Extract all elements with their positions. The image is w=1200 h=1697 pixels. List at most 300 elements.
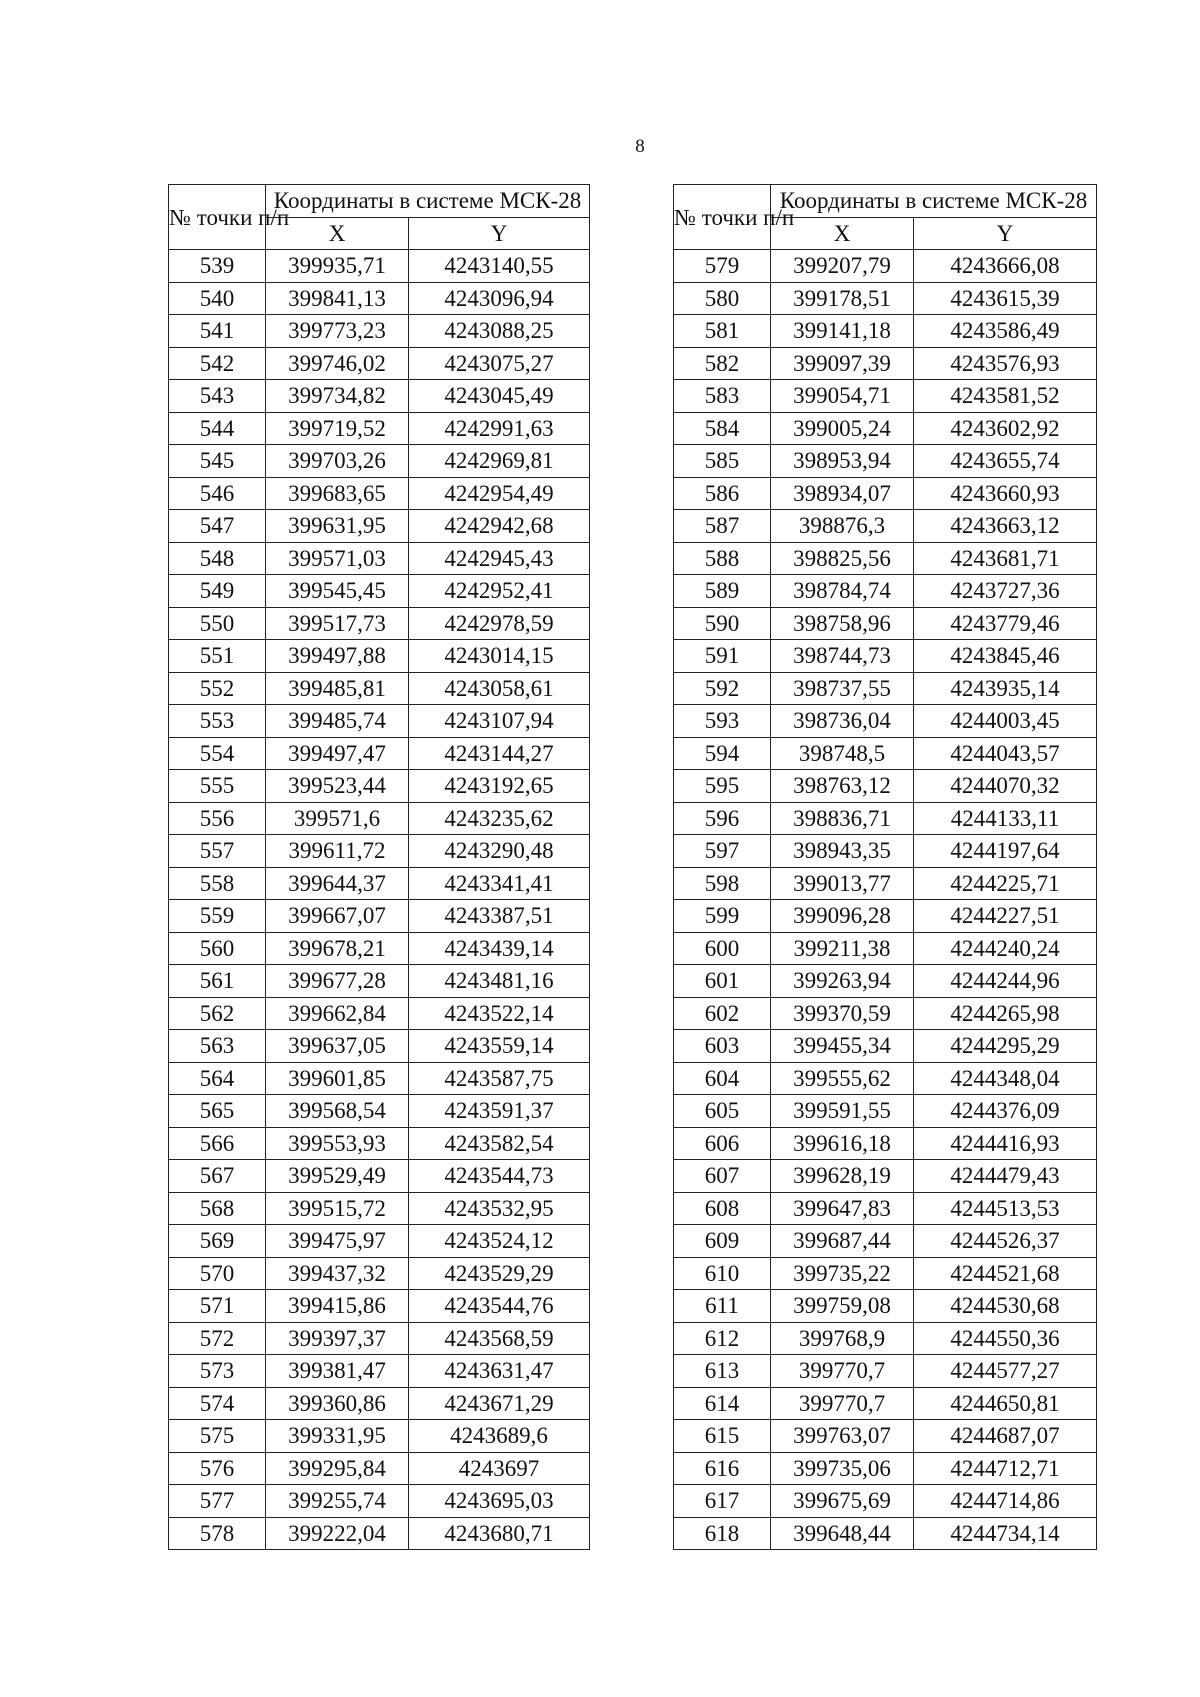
x-coordinate-cell: 399437,32 <box>266 1257 409 1290</box>
table-row <box>169 1290 590 1323</box>
y-coordinate-cell: 4243568,59 <box>409 1322 590 1355</box>
point-number-cell: 575 <box>169 1420 266 1453</box>
y-coordinate-cell: 4243096,94 <box>409 282 590 315</box>
table-row <box>674 250 1097 283</box>
x-header: X <box>266 217 409 250</box>
y-coordinate-cell: 4244521,68 <box>914 1257 1097 1290</box>
y-header: Y <box>409 217 590 250</box>
point-number-cell: 541 <box>169 315 266 348</box>
y-coordinate-cell: 4243576,93 <box>914 347 1097 380</box>
y-coordinate-cell: 4244530,68 <box>914 1290 1097 1323</box>
table-row <box>674 1290 1097 1323</box>
x-coordinate-cell: 399222,04 <box>266 1517 409 1550</box>
table-row <box>674 1225 1097 1258</box>
point-number-cell: 557 <box>169 835 266 868</box>
x-coordinate-cell: 399141,18 <box>771 315 914 348</box>
point-number-cell: 614 <box>674 1387 771 1420</box>
x-coordinate-cell: 398758,96 <box>771 607 914 640</box>
point-number-cell: 596 <box>674 802 771 835</box>
point-number-cell: 579 <box>674 250 771 283</box>
x-coordinate-cell: 399397,37 <box>266 1322 409 1355</box>
point-number-cell: 605 <box>674 1095 771 1128</box>
x-coordinate-cell: 399935,71 <box>266 250 409 283</box>
point-number-cell: 599 <box>674 900 771 933</box>
y-coordinate-cell: 4244295,29 <box>914 1030 1097 1063</box>
y-coordinate-cell: 4244550,36 <box>914 1322 1097 1355</box>
page-number: 8 <box>635 136 645 157</box>
x-coordinate-cell: 399773,23 <box>266 315 409 348</box>
y-coordinate-cell: 4244687,07 <box>914 1420 1097 1453</box>
point-number-cell: 561 <box>169 965 266 998</box>
y-coordinate-cell: 4243680,71 <box>409 1517 590 1550</box>
table-row <box>674 315 1097 348</box>
y-coordinate-cell: 4243559,14 <box>409 1030 590 1063</box>
table-row <box>169 412 590 445</box>
table-row <box>674 965 1097 998</box>
x-coordinate-cell: 399497,47 <box>266 737 409 770</box>
y-coordinate-cell: 4244416,93 <box>914 1127 1097 1160</box>
table-row <box>169 477 590 510</box>
point-number-cell: 591 <box>674 640 771 673</box>
x-header: X <box>771 217 914 250</box>
x-coordinate-cell: 399523,44 <box>266 770 409 803</box>
point-number-cell: 595 <box>674 770 771 803</box>
point-number-cell: 606 <box>674 1127 771 1160</box>
y-coordinate-cell: 4244225,71 <box>914 867 1097 900</box>
x-coordinate-cell: 399644,37 <box>266 867 409 900</box>
x-coordinate-cell: 398736,04 <box>771 705 914 738</box>
table-row <box>674 1095 1097 1128</box>
point-number-cell: 609 <box>674 1225 771 1258</box>
x-coordinate-cell: 399485,74 <box>266 705 409 738</box>
x-coordinate-cell: 399735,06 <box>771 1452 914 1485</box>
y-coordinate-cell: 4244513,53 <box>914 1192 1097 1225</box>
y-coordinate-cell: 4244348,04 <box>914 1062 1097 1095</box>
x-coordinate-cell: 399455,34 <box>771 1030 914 1063</box>
point-number-cell: 618 <box>674 1517 771 1550</box>
point-number-cell: 584 <box>674 412 771 445</box>
table-row <box>169 380 590 413</box>
x-coordinate-cell: 399211,38 <box>771 932 914 965</box>
x-coordinate-cell: 399415,86 <box>266 1290 409 1323</box>
point-number-cell: 612 <box>674 1322 771 1355</box>
y-coordinate-cell: 4243544,76 <box>409 1290 590 1323</box>
table-row <box>674 282 1097 315</box>
x-coordinate-cell: 399703,26 <box>266 445 409 478</box>
point-number-cell: 610 <box>674 1257 771 1290</box>
table-row <box>169 1095 590 1128</box>
point-number-cell: 578 <box>169 1517 266 1550</box>
x-coordinate-cell: 399591,55 <box>771 1095 914 1128</box>
point-number-cell: 574 <box>169 1387 266 1420</box>
table-row <box>674 672 1097 705</box>
table-row <box>674 640 1097 673</box>
y-coordinate-cell: 4244712,71 <box>914 1452 1097 1485</box>
x-coordinate-cell: 399381,47 <box>266 1355 409 1388</box>
table-row <box>169 1387 590 1420</box>
point-number-cell: 607 <box>674 1160 771 1193</box>
point-number-cell: 543 <box>169 380 266 413</box>
table-row <box>674 1322 1097 1355</box>
table-row <box>169 802 590 835</box>
point-number-cell: 567 <box>169 1160 266 1193</box>
point-number-cell: 568 <box>169 1192 266 1225</box>
y-coordinate-cell: 4243586,49 <box>914 315 1097 348</box>
x-coordinate-cell: 398836,71 <box>771 802 914 835</box>
y-coordinate-cell: 4244479,43 <box>914 1160 1097 1193</box>
point-number-cell: 588 <box>674 542 771 575</box>
x-coordinate-cell: 399611,72 <box>266 835 409 868</box>
y-coordinate-cell: 4244133,11 <box>914 802 1097 835</box>
x-coordinate-cell: 399768,9 <box>771 1322 914 1355</box>
table-row <box>674 1160 1097 1193</box>
x-coordinate-cell: 399662,84 <box>266 997 409 1030</box>
table-row <box>169 1257 590 1290</box>
x-coordinate-cell: 399759,08 <box>771 1290 914 1323</box>
table-row <box>674 1192 1097 1225</box>
point-number-cell: 549 <box>169 575 266 608</box>
y-coordinate-cell: 4243591,37 <box>409 1095 590 1128</box>
point-number-cell: 558 <box>169 867 266 900</box>
y-coordinate-cell: 4242954,49 <box>409 477 590 510</box>
y-coordinate-cell: 4244043,57 <box>914 737 1097 770</box>
y-coordinate-cell: 4243779,46 <box>914 607 1097 640</box>
y-coordinate-cell: 4243058,61 <box>409 672 590 705</box>
table-row <box>674 1517 1097 1550</box>
table-row <box>674 380 1097 413</box>
table-row <box>169 1192 590 1225</box>
table-row <box>674 997 1097 1030</box>
x-coordinate-cell: 399529,49 <box>266 1160 409 1193</box>
point-number-cell: 594 <box>674 737 771 770</box>
point-number-cell: 564 <box>169 1062 266 1095</box>
table-row <box>169 965 590 998</box>
y-coordinate-cell: 4243235,62 <box>409 802 590 835</box>
y-coordinate-cell: 4243014,15 <box>409 640 590 673</box>
table-row <box>674 1452 1097 1485</box>
x-coordinate-cell: 399497,88 <box>266 640 409 673</box>
y-coordinate-cell: 4243663,12 <box>914 510 1097 543</box>
point-number-cell: 547 <box>169 510 266 543</box>
x-coordinate-cell: 399517,73 <box>266 607 409 640</box>
point-number-cell: 550 <box>169 607 266 640</box>
table-row <box>169 900 590 933</box>
x-coordinate-cell: 399770,7 <box>771 1355 914 1388</box>
x-coordinate-cell: 399637,05 <box>266 1030 409 1063</box>
x-coordinate-cell: 399571,03 <box>266 542 409 575</box>
y-coordinate-cell: 4243107,94 <box>409 705 590 738</box>
x-coordinate-cell: 399545,45 <box>266 575 409 608</box>
y-coordinate-cell: 4243631,47 <box>409 1355 590 1388</box>
x-coordinate-cell: 399678,21 <box>266 932 409 965</box>
point-number-cell: 553 <box>169 705 266 738</box>
table-row <box>674 1420 1097 1453</box>
y-coordinate-cell: 4243524,12 <box>409 1225 590 1258</box>
point-number-cell: 597 <box>674 835 771 868</box>
x-coordinate-cell: 399628,19 <box>771 1160 914 1193</box>
point-number-cell: 592 <box>674 672 771 705</box>
x-coordinate-cell: 399255,74 <box>266 1485 409 1518</box>
x-coordinate-cell: 398784,74 <box>771 575 914 608</box>
table-row <box>674 867 1097 900</box>
table-row <box>169 1420 590 1453</box>
point-number-cell: 570 <box>169 1257 266 1290</box>
y-coordinate-cell: 4243697 <box>409 1452 590 1485</box>
table-row <box>169 1452 590 1485</box>
y-coordinate-cell: 4244227,51 <box>914 900 1097 933</box>
x-coordinate-cell: 398943,35 <box>771 835 914 868</box>
x-coordinate-cell: 399735,22 <box>771 1257 914 1290</box>
x-coordinate-cell: 399675,69 <box>771 1485 914 1518</box>
x-coordinate-cell: 398763,12 <box>771 770 914 803</box>
table-body <box>169 250 590 1550</box>
point-number-cell: 565 <box>169 1095 266 1128</box>
table-row <box>674 1030 1097 1063</box>
table-row <box>674 900 1097 933</box>
y-coordinate-cell: 4244070,32 <box>914 770 1097 803</box>
x-coordinate-cell: 399841,13 <box>266 282 409 315</box>
point-number-cell: 603 <box>674 1030 771 1063</box>
point-number-cell: 572 <box>169 1322 266 1355</box>
table-row <box>169 672 590 705</box>
y-coordinate-cell: 4243045,49 <box>409 380 590 413</box>
y-coordinate-cell: 4244577,27 <box>914 1355 1097 1388</box>
x-coordinate-cell: 399677,28 <box>266 965 409 998</box>
y-coordinate-cell: 4243666,08 <box>914 250 1097 283</box>
y-coordinate-cell: 4243140,55 <box>409 250 590 283</box>
point-number-cell: 593 <box>674 705 771 738</box>
table-row <box>674 932 1097 965</box>
table-row <box>169 997 590 1030</box>
y-coordinate-cell: 4243660,93 <box>914 477 1097 510</box>
point-number-cell: 577 <box>169 1485 266 1518</box>
x-coordinate-cell: 399370,59 <box>771 997 914 1030</box>
point-number-cell: 587 <box>674 510 771 543</box>
point-number-cell: 569 <box>169 1225 266 1258</box>
y-coordinate-cell: 4243587,75 <box>409 1062 590 1095</box>
point-number-cell: 566 <box>169 1127 266 1160</box>
point-number-cell: 616 <box>674 1452 771 1485</box>
y-coordinate-cell: 4242952,41 <box>409 575 590 608</box>
y-coordinate-cell: 4242978,59 <box>409 607 590 640</box>
point-number-cell: 539 <box>169 250 266 283</box>
point-number-cell: 555 <box>169 770 266 803</box>
x-coordinate-cell: 399683,65 <box>266 477 409 510</box>
table-row <box>169 1517 590 1550</box>
y-coordinate-cell: 4242945,43 <box>409 542 590 575</box>
point-number-cell: 602 <box>674 997 771 1030</box>
x-coordinate-cell: 398737,55 <box>771 672 914 705</box>
x-coordinate-cell: 399601,85 <box>266 1062 409 1095</box>
table-row <box>169 640 590 673</box>
table-row <box>674 737 1097 770</box>
x-coordinate-cell: 399096,28 <box>771 900 914 933</box>
table-row <box>169 867 590 900</box>
point-number-cell: 582 <box>674 347 771 380</box>
table-row <box>169 542 590 575</box>
y-coordinate-cell: 4244240,24 <box>914 932 1097 965</box>
point-number-cell: 604 <box>674 1062 771 1095</box>
y-coordinate-cell: 4244265,98 <box>914 997 1097 1030</box>
table-row <box>674 542 1097 575</box>
y-coordinate-cell: 4243615,39 <box>914 282 1097 315</box>
point-number-cell: 551 <box>169 640 266 673</box>
y-coordinate-cell: 4244526,37 <box>914 1225 1097 1258</box>
point-number-header: № точки п/п <box>169 185 266 250</box>
x-coordinate-cell: 398744,73 <box>771 640 914 673</box>
x-coordinate-cell: 399207,79 <box>771 250 914 283</box>
x-coordinate-cell: 399097,39 <box>771 347 914 380</box>
point-number-cell: 590 <box>674 607 771 640</box>
coordinates-table-right <box>673 184 1097 1550</box>
point-number-cell: 559 <box>169 900 266 933</box>
x-coordinate-cell: 399360,86 <box>266 1387 409 1420</box>
table-row <box>674 477 1097 510</box>
table-row <box>169 705 590 738</box>
point-number-cell: 600 <box>674 932 771 965</box>
point-number-cell: 617 <box>674 1485 771 1518</box>
x-coordinate-cell: 398934,07 <box>771 477 914 510</box>
x-coordinate-cell: 399555,62 <box>771 1062 914 1095</box>
y-coordinate-cell: 4243290,48 <box>409 835 590 868</box>
table-row <box>169 1225 590 1258</box>
y-coordinate-cell: 4243532,95 <box>409 1192 590 1225</box>
x-coordinate-cell: 399687,44 <box>771 1225 914 1258</box>
x-coordinate-cell: 398825,56 <box>771 542 914 575</box>
x-coordinate-cell: 399263,94 <box>771 965 914 998</box>
x-coordinate-cell: 399054,71 <box>771 380 914 413</box>
table-row <box>674 510 1097 543</box>
point-number-cell: 545 <box>169 445 266 478</box>
point-number-cell: 589 <box>674 575 771 608</box>
x-coordinate-cell: 399734,82 <box>266 380 409 413</box>
y-coordinate-cell: 4243481,16 <box>409 965 590 998</box>
table-row <box>169 770 590 803</box>
y-coordinate-cell: 4243522,14 <box>409 997 590 1030</box>
point-number-cell: 554 <box>169 737 266 770</box>
table-row <box>169 835 590 868</box>
y-coordinate-cell: 4242942,68 <box>409 510 590 543</box>
point-number-cell: 560 <box>169 932 266 965</box>
point-number-cell: 601 <box>674 965 771 998</box>
x-coordinate-cell: 399553,93 <box>266 1127 409 1160</box>
point-number-cell: 615 <box>674 1420 771 1453</box>
coordinates-header: Координаты в системе МСК-28 <box>771 185 1097 218</box>
y-coordinate-cell: 4244376,09 <box>914 1095 1097 1128</box>
point-number-cell: 546 <box>169 477 266 510</box>
x-coordinate-cell: 399475,97 <box>266 1225 409 1258</box>
y-coordinate-cell: 4243192,65 <box>409 770 590 803</box>
x-coordinate-cell: 399647,83 <box>771 1192 914 1225</box>
x-coordinate-cell: 399616,18 <box>771 1127 914 1160</box>
point-number-cell: 544 <box>169 412 266 445</box>
y-coordinate-cell: 4243144,27 <box>409 737 590 770</box>
y-coordinate-cell: 4243582,54 <box>409 1127 590 1160</box>
table-row <box>674 770 1097 803</box>
coordinates-header: Координаты в системе МСК-28 <box>266 185 590 218</box>
x-coordinate-cell: 399648,44 <box>771 1517 914 1550</box>
point-number-cell: 563 <box>169 1030 266 1063</box>
y-coordinate-cell: 4243581,52 <box>914 380 1097 413</box>
table-row <box>674 802 1097 835</box>
table-row <box>169 1485 590 1518</box>
y-coordinate-cell: 4243681,71 <box>914 542 1097 575</box>
y-coordinate-cell: 4244244,96 <box>914 965 1097 998</box>
point-number-cell: 552 <box>169 672 266 705</box>
table-row <box>169 282 590 315</box>
table-row <box>169 347 590 380</box>
y-coordinate-cell: 4243689,6 <box>409 1420 590 1453</box>
table-row <box>674 607 1097 640</box>
y-coordinate-cell: 4242969,81 <box>409 445 590 478</box>
y-coordinate-cell: 4243655,74 <box>914 445 1097 478</box>
y-coordinate-cell: 4244650,81 <box>914 1387 1097 1420</box>
x-coordinate-cell: 399013,77 <box>771 867 914 900</box>
point-number-cell: 585 <box>674 445 771 478</box>
x-coordinate-cell: 399005,24 <box>771 412 914 445</box>
y-coordinate-cell: 4244003,45 <box>914 705 1097 738</box>
point-number-cell: 548 <box>169 542 266 575</box>
x-coordinate-cell: 399770,7 <box>771 1387 914 1420</box>
x-coordinate-cell: 399571,6 <box>266 802 409 835</box>
y-coordinate-cell: 4244734,14 <box>914 1517 1097 1550</box>
point-number-cell: 542 <box>169 347 266 380</box>
table-row <box>674 1062 1097 1095</box>
y-coordinate-cell: 4243529,29 <box>409 1257 590 1290</box>
table-row <box>169 932 590 965</box>
point-number-cell: 598 <box>674 867 771 900</box>
table-row <box>169 737 590 770</box>
point-number-cell: 608 <box>674 1192 771 1225</box>
table-row <box>169 250 590 283</box>
table-row <box>674 347 1097 380</box>
point-number-cell: 556 <box>169 802 266 835</box>
table-row <box>674 1127 1097 1160</box>
y-coordinate-cell: 4243387,51 <box>409 900 590 933</box>
y-coordinate-cell: 4243439,14 <box>409 932 590 965</box>
table-row <box>674 1355 1097 1388</box>
y-coordinate-cell: 4244714,86 <box>914 1485 1097 1518</box>
y-coordinate-cell: 4244197,64 <box>914 835 1097 868</box>
point-number-cell: 580 <box>674 282 771 315</box>
table-row <box>169 315 590 348</box>
table-row <box>169 1030 590 1063</box>
point-number-cell: 583 <box>674 380 771 413</box>
table-row <box>169 510 590 543</box>
y-coordinate-cell: 4243602,92 <box>914 412 1097 445</box>
table-row <box>169 1062 590 1095</box>
point-number-cell: 540 <box>169 282 266 315</box>
x-coordinate-cell: 399631,95 <box>266 510 409 543</box>
table-row <box>674 835 1097 868</box>
table-row <box>674 575 1097 608</box>
table-row <box>169 575 590 608</box>
table-row <box>674 1257 1097 1290</box>
x-coordinate-cell: 399667,07 <box>266 900 409 933</box>
table-row <box>674 412 1097 445</box>
x-coordinate-cell: 398748,5 <box>771 737 914 770</box>
table-row <box>674 1485 1097 1518</box>
x-coordinate-cell: 399485,81 <box>266 672 409 705</box>
y-coordinate-cell: 4243088,25 <box>409 315 590 348</box>
y-coordinate-cell: 4243671,29 <box>409 1387 590 1420</box>
coordinates-table-left <box>168 184 590 1550</box>
x-coordinate-cell: 398953,94 <box>771 445 914 478</box>
table-row <box>674 1387 1097 1420</box>
y-coordinate-cell: 4243727,36 <box>914 575 1097 608</box>
y-coordinate-cell: 4243341,41 <box>409 867 590 900</box>
y-coordinate-cell: 4243075,27 <box>409 347 590 380</box>
